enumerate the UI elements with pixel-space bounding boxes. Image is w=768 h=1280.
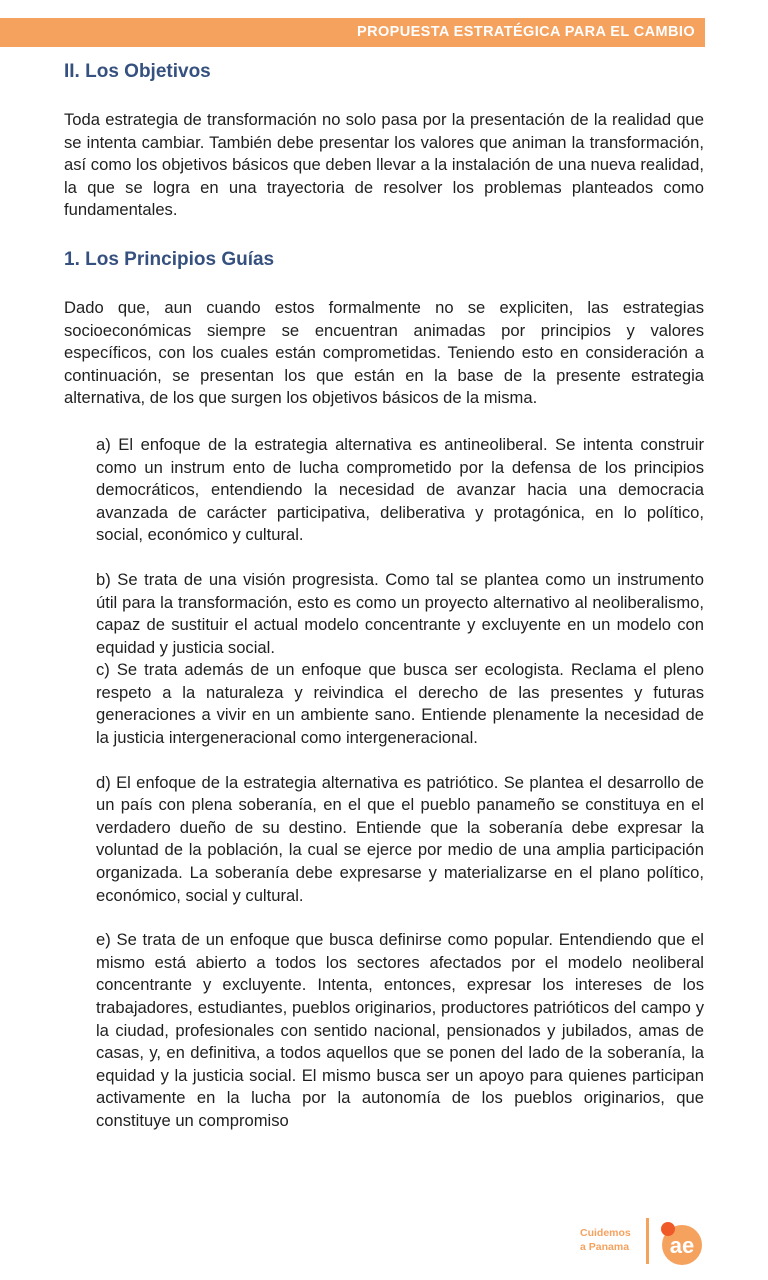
principle-e: e) Se trata de un enfoque que busca definirse como popular. Entendiendo que el mismo está abierto a todos los sectores afectados por el modelo neoliberal concentrante y excluyente. Intenta, entonces, expresar los intereses de los trabajadores, estudiantes, pueblos originarios, productores patrióticos del campo y la ciudad, profesionales con sentido nacional, pensionados y jubilados, amas de casas, y, en definitiva, a todos aquellos que se ponen del lado de la soberanía, la equidad y la justicia social. El mismo busca ser un apoyo para quienes participan activamente en la lucha por la autonomía de los pueblos originarios, que constituye un compromiso: [96, 930, 704, 1130]
subsection-title: 1. Los Principios Guías: [64, 248, 275, 270]
principle-b: b) Se trata de una visión progresista. Como tal se plantea como un instrumento útil para la transformación, esto es como un proyecto alternativo al neoliberalismo, capaz de sustituir el actual modelo concentrante y excluyente en un modelo con equidad y justicia social.: [96, 569, 704, 657]
logo-mark-icon: [658, 1220, 704, 1266]
logo-line-2: a Panama: [580, 1241, 630, 1253]
page-content: [64, 58, 704, 1133]
logo-mark-text: ae: [669, 1233, 695, 1258]
logo-line-1: Cuidemos: [580, 1227, 631, 1239]
header-band: [0, 18, 705, 47]
principle-c: c) Se trata además de un enfoque que busca ser ecologista. Reclama el pleno respeto a la naturaleza y reivindica el derecho de las presentes y futuras generaciones a vivir en un ambiente sano. Entiende plenamente la necesidad de la justicia intergeneracional como intergeneracional.: [96, 660, 704, 748]
subsection-intro-paragraph: Dado que, aun cuando estos formalmente no se expliciten, las estrategias socioeconómicas siempre se encuentran animadas por principios y valores específicos, con los cuales están comprometidas. Teniendo esto en consideración a continuación, se presentan los que están en la base de la presente estrategia alternativa, de los que surgen los objetivos básicos de la misma.: [64, 297, 704, 408]
principles-list: [96, 434, 704, 1133]
principle-a: a) El enfoque de la estrategia alternativa es antineoliberal. Se intenta construir como un instrum ento de lucha comprometido por la defensa de los principios democráticos, entendiendo la necesidad de avanzar hacia una democracia avanzada de carácter participativa, deliberativa y protagónica, en lo político, social, económico y cultural.: [96, 434, 704, 545]
document-header-title: PROPUESTA ESTRATÉGICA PARA EL CAMBIO: [357, 24, 695, 40]
principle-d: d) El enfoque de la estrategia alternativa es patriótico. Se plantea el desarrollo de un país con plena soberanía, en el que el pueblo panameño se constituya en el verdadero dueño de su destino. Entiende que la soberanía debe expresar la voluntad de la población, la cual se ejerce por medio de una amplia participación organizada. La soberanía debe expresarse y materializarse en el plano político, económico, social y cultural.: [96, 772, 704, 905]
logo-divider: [646, 1218, 649, 1264]
section-intro-paragraph: Toda estrategia de transformación no solo pasa por la presentación de la realidad que se intenta cambiar. También debe presentar los valores que animan la transformación, así como los objetivos básicos que deben llevar a la instalación de una nueva realidad, la que se logra en una trayectoria de resolver los problemas planteados como fundamentales.: [64, 110, 704, 220]
footer-logo: [580, 1218, 710, 1270]
section-title: II. Los Objetivos: [64, 61, 211, 82]
logo-wordmark: [580, 1226, 642, 1254]
